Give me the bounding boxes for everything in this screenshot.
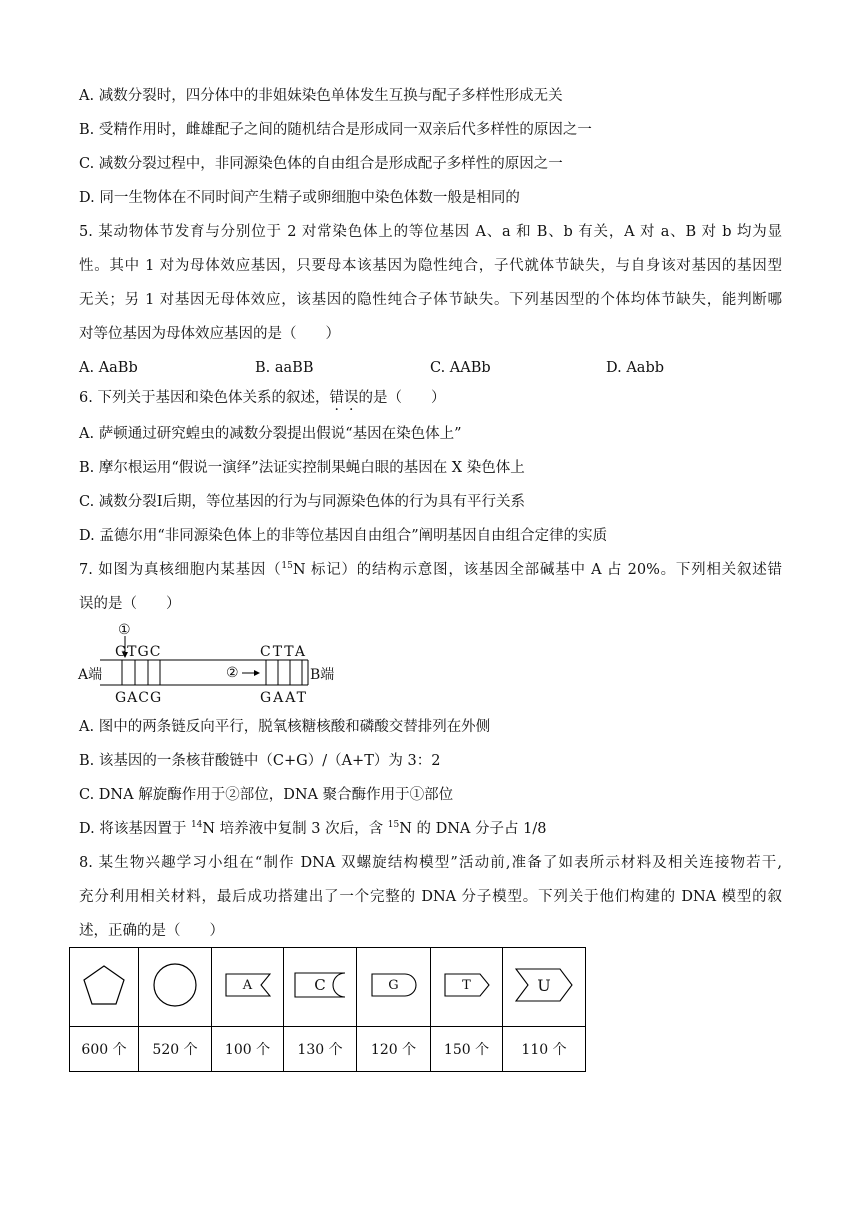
q7-stem-part1: 7. 如图为真核细胞内某基因（ — [79, 562, 282, 578]
q7-option-d-part2: N 培养液中复制 3 次后，含 — [202, 821, 388, 837]
q8-stem-line3: 述，正确的是（ ） — [79, 923, 224, 939]
q7-stem-part2: N 标记）的结构示意图，该基因全部碱基中 A 占 20%。下列相关叙述错 — [292, 562, 782, 578]
base-a-icon — [225, 973, 271, 997]
q7-option-d-sup2: 15 — [387, 820, 400, 831]
count-pentagon: 600 个 — [70, 1027, 139, 1072]
cell-base-g — [357, 948, 431, 1027]
q5-option-a: A. AaBb — [79, 360, 138, 376]
base-u-label: U — [537, 975, 551, 995]
q8-stem-line2: 充分利用相关材料，最后成功搭建出了一个完整的 DNA 分子模型。下列关于他们构建的 DNA 模型的叙 — [79, 889, 782, 905]
count-base-c: 130 个 — [284, 1027, 357, 1072]
count-base-a: 100 个 — [212, 1027, 284, 1072]
cell-base-u — [503, 948, 586, 1027]
q7-option-b: B. 该基因的一条核苷酸链中（C+G）/（A+T）为 3：2 — [79, 753, 441, 769]
q5-option-c: C. AABb — [430, 360, 491, 376]
q4-option-b: B. 受精作用时，雌雄配子之间的随机结合是形成同一双亲后代多样性的原因之一 — [79, 122, 592, 138]
q4-option-d: D. 同一生物体在不同时间产生精子或卵细胞中染色体数一般是相同的 — [79, 190, 520, 206]
base-u-icon — [515, 968, 573, 1002]
q6-option-c: C. 减数分裂Ⅰ后期，等位基因的行为与同源染色体的行为具有平行关系 — [79, 494, 526, 510]
q7-option-d-part1: D. 将该基因置于 — [79, 821, 191, 837]
q8-stem-line1: 8. 某生物兴趣学习小组在“制作 DNA 双螺旋结构模型”活动前,准备了如表所示材料及相关连接物若干, — [79, 855, 782, 871]
marker-2-label: ② — [226, 665, 239, 681]
q7-option-d — [79, 819, 546, 839]
cell-circle — [139, 948, 212, 1027]
materials-shapes-row — [70, 948, 586, 1027]
q7-stem-line1 — [79, 560, 782, 580]
q7-option-d-sup1: 14 — [190, 820, 203, 831]
q6-option-a: A. 萨顿通过研究蝗虫的减数分裂提出假说“基因在染色体上” — [79, 426, 462, 442]
q6-emphasis-2: 误 — [343, 390, 359, 406]
materials-counts-row — [70, 1027, 586, 1072]
q6-emphasis-1: 错 — [329, 390, 344, 406]
cell-pentagon — [70, 948, 139, 1027]
pentagon-icon — [81, 963, 127, 1007]
base-c-icon — [294, 972, 346, 998]
bottom-right-bases: GAAT — [260, 690, 308, 706]
materials-table — [69, 947, 586, 1072]
count-circle: 520 个 — [139, 1027, 212, 1072]
marker-1-label: ① — [118, 622, 131, 638]
circle-icon — [151, 961, 199, 1009]
q6-stem-suffix: 的是（ ） — [358, 390, 446, 406]
top-right-bases: CTTA — [260, 644, 307, 660]
a-end-label: A端 — [78, 667, 103, 683]
q6-option-b: B. 摩尔根运用“假说一演绎”法证实控制果蝇白眼的基因在 X 染色体上 — [79, 460, 525, 476]
q4-option-a: A. 减数分裂时，四分体中的非姐妹染色单体发生互换与配子多样性形成无关 — [79, 88, 563, 104]
base-t-icon — [444, 973, 490, 997]
q7-option-d-part3: N 的 DNA 分子占 1/8 — [399, 821, 547, 837]
q5-option-d: D. Aabb — [606, 360, 665, 376]
count-base-g: 120 个 — [357, 1027, 431, 1072]
q7-stem-line2: 误的是（ ） — [79, 596, 181, 612]
cell-base-a — [212, 948, 284, 1027]
q5-stem-line3: 无关；另 1 对基因无母体效应，该基因的隐性纯合子体节缺失。下列基因型的个体均体节缺失，能判断哪 — [79, 292, 782, 308]
q5-stem-line1: 5. 某动物体节发育与分别位于 2 对常染色体上的等位基因 A、a 和 B、b 有关，A 对 a、B 对 b 均为显 — [79, 224, 782, 240]
base-a-label: A — [242, 977, 253, 993]
q6-option-d: D. 孟德尔用“非同源染色体上的非等位基因自由组合”阐明基因自由组合定律的实质 — [79, 528, 608, 544]
top-left-bases: GTGC — [115, 644, 162, 660]
q5-stem-line2: 性。其中 1 对为母体效应基因，只要母本该基因为隐性纯合，子代就体节缺失，与自身该对基因的基因型 — [79, 258, 782, 274]
count-base-u: 110 个 — [503, 1027, 586, 1072]
q4-option-c: C. 减数分裂过程中，非同源染色体的自由组合是形成配子多样性的原因之一 — [79, 156, 563, 172]
q7-option-c: C. DNA 解旋酶作用于②部位，DNA 聚合酶作用于①部位 — [79, 787, 454, 803]
q5-option-b: B. aaBB — [255, 360, 314, 376]
q7-stem-sup: 15 — [281, 561, 293, 572]
count-base-t: 150 个 — [431, 1027, 503, 1072]
bottom-left-bases: GACG — [115, 690, 163, 706]
q6-stem — [79, 388, 445, 408]
base-g-icon — [371, 973, 417, 997]
q6-stem-prefix: 6. 下列关于基因和染色体关系的叙述， — [79, 390, 330, 406]
cell-base-c — [284, 948, 357, 1027]
dna-structure-diagram — [78, 622, 348, 710]
base-g-label: G — [388, 977, 399, 993]
q5-stem-line4: 对等位基因为母体效应基因的是（ ） — [79, 326, 340, 342]
b-end-label: B端 — [310, 667, 335, 683]
cell-base-t — [431, 948, 503, 1027]
q7-option-a: A. 图中的两条链反向平行，脱氧核糖核酸和磷酸交替排列在外侧 — [79, 719, 491, 735]
base-c-label: C — [314, 976, 326, 994]
base-t-label: T — [462, 977, 471, 993]
q5-options — [79, 358, 782, 378]
